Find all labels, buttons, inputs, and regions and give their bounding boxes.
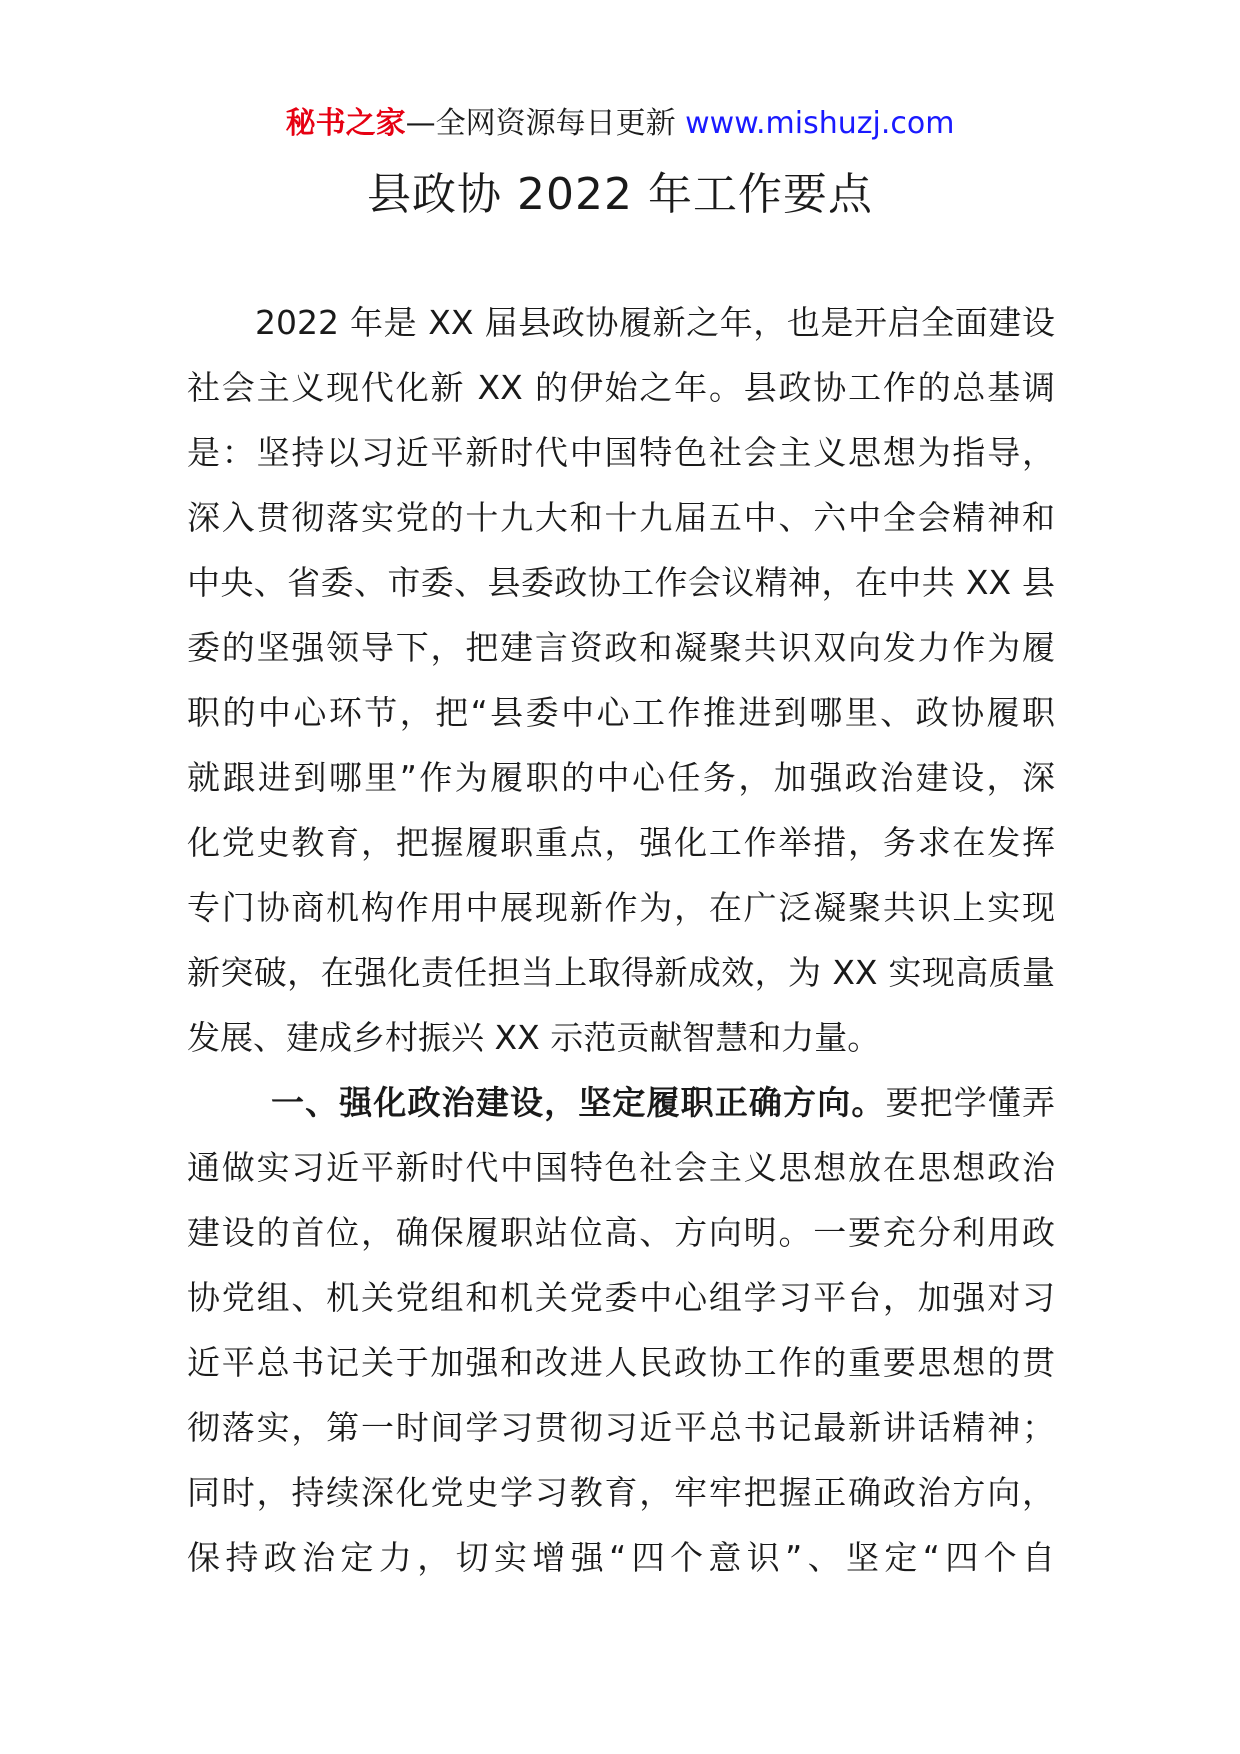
text-line: 保持政治定力，切实增强“四个意识”、坚定“四个自 xyxy=(187,1538,1055,1577)
watermark-header xyxy=(0,100,1240,148)
text-line: 通做实习近平新时代中国特色社会主义思想放在思想政治 xyxy=(187,1148,1055,1187)
document-body xyxy=(187,290,1055,1590)
text-line: 发展、建成乡村振兴 XX 示范贡献智慧和力量。 xyxy=(187,1018,881,1057)
header-tagline: —全网资源每日更新 xyxy=(405,106,676,141)
text-line: 就跟进到哪里”作为履职的中心任务，加强政治建设，深 xyxy=(187,758,1055,797)
text-line: 协党组、机关党组和机关党委中心组学习平台，加强对习 xyxy=(187,1278,1055,1317)
text-line: 中央、省委、市委、县委政协工作会议精神，在中共 XX 县 xyxy=(187,563,1055,602)
text-line: 社会主义现代化新 XX 的伊始之年。县政协工作的总基调 xyxy=(187,368,1055,407)
text-line: 彻落实，第一时间学习贯彻习近平总书记最新讲话精神； xyxy=(187,1408,1055,1447)
paragraph-intro xyxy=(187,290,1055,1070)
text-line: 委的坚强领导下，把建言资政和凝聚共识双向发力作为履 xyxy=(187,628,1055,667)
text-line: 建设的首位，确保履职站位高、方向明。一要充分利用政 xyxy=(187,1213,1055,1252)
text-line: 新突破，在强化责任担当上取得新成效，为 XX 实现高质量 xyxy=(187,953,1055,992)
site-url-link[interactable]: www.mishuzj.com xyxy=(685,106,955,141)
text-line: 同时，持续深化党史学习教育，牢牢把握正确政治方向， xyxy=(187,1473,1055,1512)
section-1-heading: 一、强化政治建设，坚定履职正确方向。 xyxy=(271,1083,886,1122)
text-line: 是：坚持以习近平新时代中国特色社会主义思想为指导， xyxy=(187,433,1055,472)
document-title: 县政协 2022 年工作要点 xyxy=(367,169,873,220)
text-line: 化党史教育，把握履职重点，强化工作举措，务求在发挥 xyxy=(187,823,1055,862)
brand-name: 秘书之家 xyxy=(285,106,406,141)
text-line: 2022 年是 XX 届县政协履新之年，也是开启全面建设 xyxy=(255,303,1055,342)
text-line: 职的中心环节，把“县委中心工作推进到哪里、政协履职 xyxy=(187,693,1055,732)
text-line: 近平总书记关于加强和改进人民政协工作的重要思想的贯 xyxy=(187,1343,1055,1382)
section-1-first-line xyxy=(187,1070,1055,1135)
section-1-first-tail: 要把学懂弄 xyxy=(885,1083,1056,1122)
section-1 xyxy=(187,1070,1055,1590)
text-line: 专门协商机构作用中展现新作为，在广泛凝聚共识上实现 xyxy=(187,888,1055,927)
text-line: 深入贯彻落实党的十九大和十九届五中、六中全会精神和 xyxy=(187,498,1055,537)
